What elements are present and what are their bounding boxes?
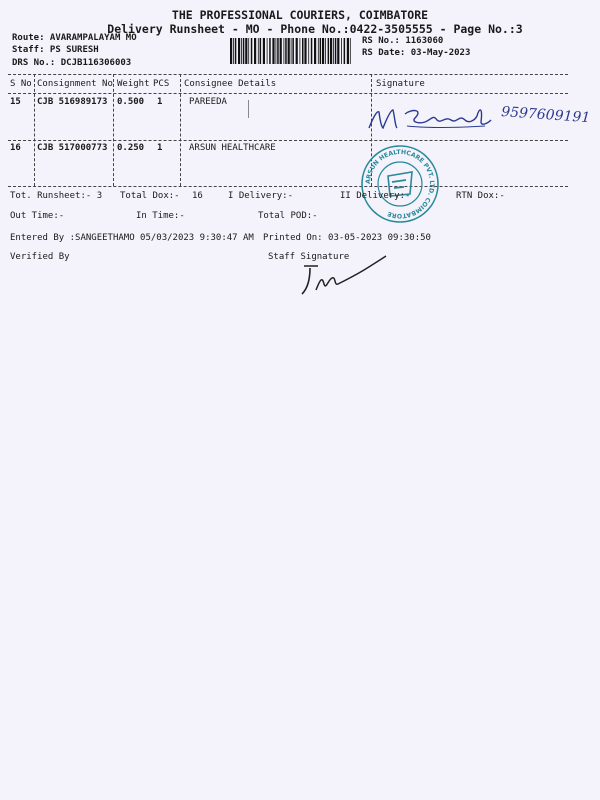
barcode-bar: [251, 38, 253, 64]
table-bottom-rule: [8, 186, 568, 187]
table-top-rule: [8, 74, 568, 75]
barcode-bar: [284, 38, 285, 64]
barcode-bar: [318, 38, 319, 64]
barcode-bar: [314, 38, 316, 64]
barcode-bar: [304, 38, 306, 64]
barcode-bar: [243, 38, 245, 64]
barcode-bar: [241, 38, 242, 64]
printed-on: Printed On: 03-05-2023 09:30:50: [263, 233, 431, 243]
barcode-bar: [260, 38, 262, 64]
barcode-bar: [292, 38, 294, 64]
stamp-text: ARSUN HEALTHCARE PVT. LTD. COIMBATORE: [364, 148, 436, 220]
total-pod: Total POD:-: [258, 211, 318, 221]
rs-number: RS No.: 1163060: [362, 36, 444, 46]
barcode-bar: [302, 38, 304, 64]
row-consignment-no: CJB 516989173: [37, 97, 108, 107]
barcode-bar: [285, 38, 287, 64]
row-separator: [8, 140, 568, 141]
barcode-bar: [235, 38, 237, 64]
barcode-bar: [341, 38, 342, 64]
barcode-bar: [344, 38, 346, 64]
company-title: THE PROFESSIONAL COURIERS, COIMBATORE: [171, 8, 429, 22]
barcode-bar: [288, 38, 290, 64]
barcode-bar: [258, 38, 259, 64]
barcode-bar: [269, 38, 271, 64]
barcode-bar: [291, 38, 292, 64]
total-dox-value: 16: [192, 191, 203, 201]
second-delivery: II Delivery:-: [340, 191, 411, 201]
handwritten-phone: 9597609191: [500, 104, 591, 127]
runsheet-subtitle: Delivery Runsheet - MO - Phone No.:0422-3505555 - Page No.:3: [107, 22, 523, 36]
barcode-bar: [347, 38, 349, 64]
barcode-bar: [330, 38, 332, 64]
total-runsheet: Tot. Runsheet:- 3: [10, 191, 103, 201]
barcode-bar: [328, 38, 330, 64]
barcode-bar: [296, 38, 298, 64]
barcode-bar: [272, 38, 274, 64]
col-header-consignee: Consignee Details: [184, 79, 277, 89]
out-time: Out Time:-: [10, 211, 65, 221]
barcode-bar: [325, 38, 326, 64]
col-divider: [34, 74, 35, 186]
barcode-bar: [277, 38, 279, 64]
row-consignee: ARSUN HEALTHCARE: [189, 143, 276, 153]
barcode-bar: [320, 38, 322, 64]
row-weight: 0.500: [117, 97, 145, 107]
row-sno: 15: [10, 97, 21, 107]
row-pcs: 1: [157, 97, 163, 107]
barcode-bar: [230, 38, 232, 64]
handwritten-signature: [365, 98, 595, 140]
barcode-bar: [280, 38, 282, 64]
barcode-bar: [245, 38, 247, 64]
staff-label: Staff: PS SURESH: [12, 45, 99, 55]
barcode-bar: [276, 38, 277, 64]
barcode-bar: [263, 38, 265, 64]
col-divider: [113, 74, 114, 186]
table-header-rule: [8, 93, 568, 94]
staff-signature: [296, 254, 388, 300]
in-time: In Time:-: [136, 211, 185, 221]
row-sno: 16: [10, 143, 21, 153]
barcode-bar: [322, 38, 324, 64]
company-stamp: [358, 142, 442, 226]
staff-signature-label: Staff Signature: [268, 252, 350, 262]
row-consignment-no: CJB 517000773: [37, 143, 108, 153]
barcode: [230, 38, 354, 64]
row-pcs: 1: [157, 143, 163, 153]
svg-text:ARSUN HEALTHCARE PVT. LTD. COI: [365, 149, 435, 219]
col-header-sno: S No: [10, 79, 32, 89]
col-header-pcs: PCS: [153, 79, 170, 89]
barcode-bar: [233, 38, 234, 64]
barcode-bar: [337, 38, 339, 64]
barcode-bar: [335, 38, 337, 64]
col-header-signature: Signature: [376, 79, 425, 89]
route-label: Route: AVARAMPALAYAM MO: [12, 33, 137, 43]
rs-date: RS Date: 03-May-2023: [362, 48, 471, 58]
barcode-bar: [333, 38, 334, 64]
barcode-bar: [248, 38, 249, 64]
barcode-bar: [308, 38, 309, 64]
barcode-bar: [267, 38, 268, 64]
first-delivery: I Delivery:-: [228, 191, 294, 201]
entered-by: Entered By :SANGEETHAMO 05/03/2023 9:30:47 AM: [10, 233, 254, 243]
barcode-bar: [238, 38, 240, 64]
pen-mark: [248, 100, 249, 118]
col-header-weight: Weight: [117, 79, 150, 89]
total-dox-label: Total Dox:-: [120, 191, 180, 201]
barcode-bar: [311, 38, 313, 64]
barcode-bar: [254, 38, 256, 64]
row-consignee: PAREEDA: [189, 97, 227, 107]
drs-number: DRS No.: DCJB116306003: [12, 58, 132, 68]
row-weight: 0.250: [117, 143, 145, 153]
barcode-bar: [300, 38, 301, 64]
col-header-consignment: Consignment No: [37, 79, 113, 89]
barcode-bar: [350, 38, 351, 64]
rtn-dox: RTN Dox:-: [456, 191, 505, 201]
verified-by: Verified By: [10, 252, 70, 262]
col-divider: [180, 74, 181, 186]
